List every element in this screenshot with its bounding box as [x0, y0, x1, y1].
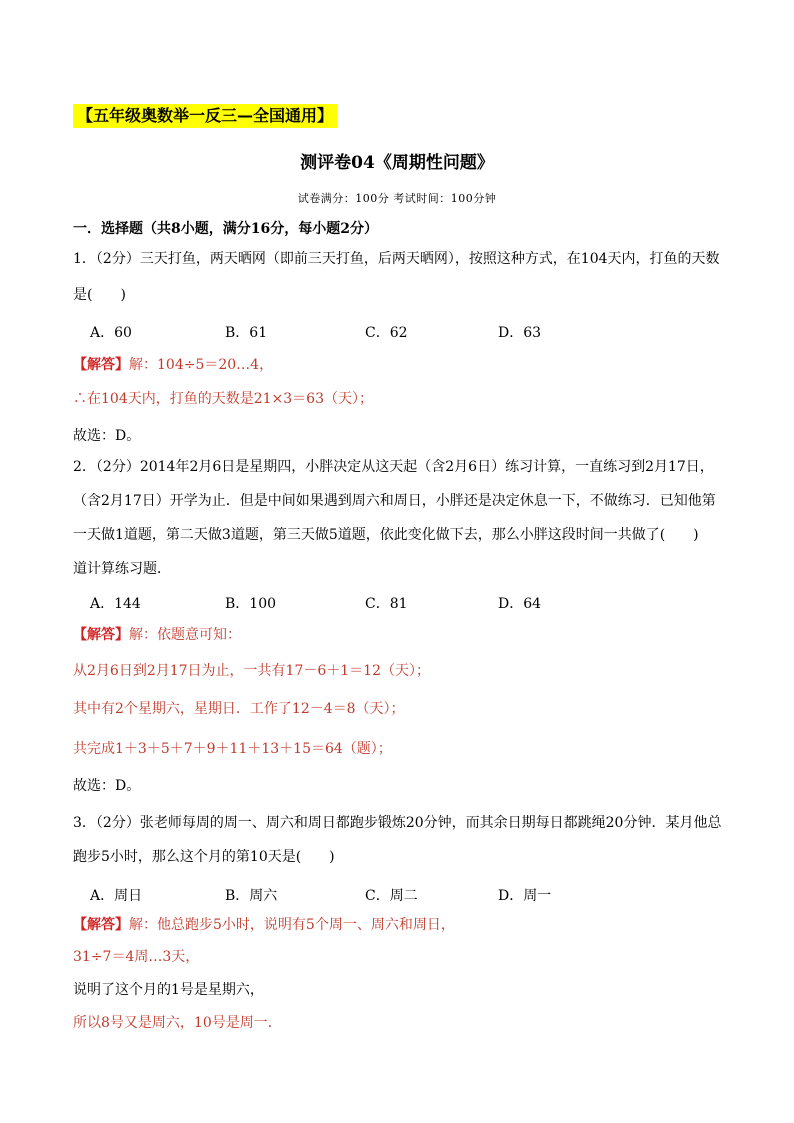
q2-option-c: C．81: [365, 596, 408, 612]
q1-choice: 故选：D。: [73, 428, 141, 444]
q2-answer-line2: 从2月6日到2月17日为止，一共有17－6＋1＝12（天）；: [73, 663, 430, 679]
answer-tag: 【解答】: [73, 917, 129, 933]
q3-answer-line1: 【解答】解：他总跑步5小时，说明有5个周一、周六和周日，: [73, 917, 455, 933]
q3-answer-line4: 所以8号又是周六，10号是周一．: [73, 1015, 282, 1031]
answer-tag: 【解答】: [73, 357, 129, 373]
q1-option-a: A．60: [90, 325, 132, 341]
q2-stem-line2: （含2月17日）开学为止．但是中间如果遇到周六和周日，小胖还是决定休息一下，不做练习．已知他第: [73, 493, 716, 509]
q3-stem-line2: 跑步5小时，那么这个月的第10天是( ): [73, 849, 335, 865]
q2-stem-line4: 道计算练习题．: [73, 561, 171, 577]
exam-info: 试卷满分：100分 考试时间：100分钟: [297, 192, 497, 205]
q1-answer-line1: 【解答】解：104÷5＝20…4，: [73, 357, 274, 373]
q3-answer-line2: 31÷7＝4周…3天，: [73, 949, 200, 965]
q2-stem-line1: 2．（2分）2014年2月6日是星期四，小胖决定从这天起（含2月6日）练习计算，一直练习到2月17日，: [73, 459, 714, 475]
q1-answer-line2: ∴在104天内，打鱼的天数是21×3＝63（天）；: [73, 391, 373, 407]
q3-stem-line1: 3．（2分）张老师每周的周一、周六和周日都跑步锻炼20分钟，而其余日期每日都跳绳20分钟．某月他总: [73, 815, 722, 831]
q1-stem-line1: 1．（2分）三天打鱼，两天晒网（即前三天打鱼，后两天晒网），按照这种方式，在104天内，打鱼的天数: [73, 251, 720, 267]
q3-option-a: A．周日: [90, 888, 143, 904]
q1-option-d: D．63: [498, 325, 542, 341]
doc-banner: 【五年级奥数举一反三—全国通用】: [73, 104, 337, 128]
q3-option-b: B．周六: [225, 888, 278, 904]
page-title: 测评卷04《周期性问题》: [300, 153, 494, 173]
q2-answer-line4: 共完成1＋3＋5＋7＋9＋11＋13＋15＝64（题）；: [73, 741, 392, 757]
q2-option-a: A．144: [90, 596, 141, 612]
q3-answer-line3: 说明了这个月的1号是星期六，: [73, 982, 264, 998]
q3-option-d: D．周一: [498, 888, 552, 904]
q1-stem-line2: 是( ): [73, 287, 126, 303]
q1-option-b: B．61: [225, 325, 268, 341]
q2-answer-line3: 其中有2个星期六，星期日．工作了12－4＝8（天）；: [73, 701, 405, 717]
section-heading: 一．选择题（共8小题，满分16分，每小题2分）: [73, 221, 378, 237]
q1-option-c: C．62: [365, 325, 408, 341]
q3-option-c: C．周二: [365, 888, 418, 904]
answer-tag: 【解答】: [73, 627, 129, 643]
q2-answer-line1: 【解答】解：依题意可知：: [73, 627, 241, 643]
q2-choice: 故选：D。: [73, 778, 141, 794]
q2-stem-line3: 一天做1道题，第二天做3道题，第三天做5道题，依此变化做下去，那么小胖这段时间一共做了( ): [73, 527, 699, 543]
q2-option-d: D．64: [498, 596, 542, 612]
q2-option-b: B．100: [225, 596, 277, 612]
